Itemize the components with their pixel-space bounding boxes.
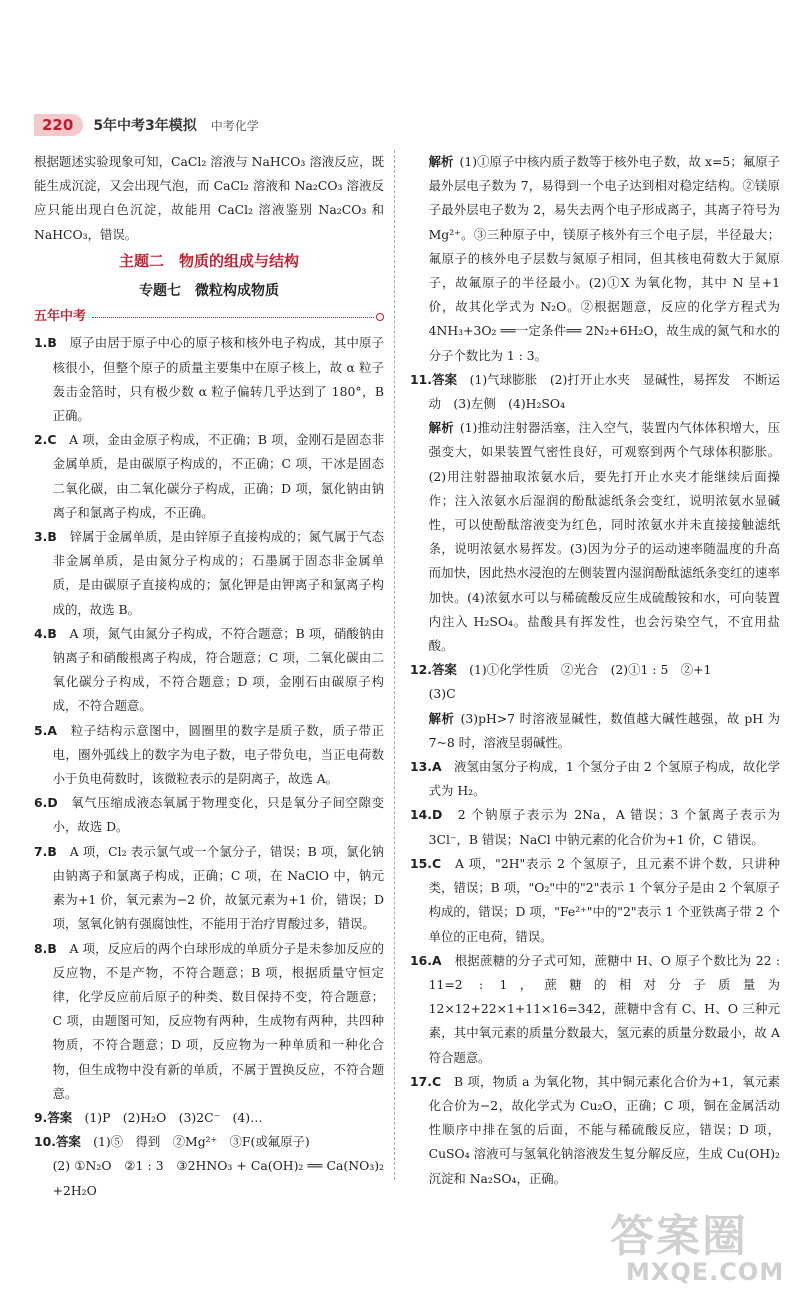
- answer-item-continuation: (3)C: [428, 686, 456, 702]
- answer-item: 8.B A 项，反应后的两个白球形成的单质分子是未参加反应的反应物，不是产物，不符合题意；B 项，根据质量守恒定律，化学反应前后原子的种类、数目保持不变，符合题意；C 项，由题图可知，反应物有两种，生成物有两种，共四种物质，不符合题意；D 项，反应物为一种单质和一种化合物，但生成物中没有新的单质，不属于置换反应，不符合题意。: [34, 940, 385, 1101]
- answer-item: 12.答案 (1)①化学性质 ②光合 (2)①1 : 5 ②+1: [410, 662, 712, 678]
- section-rule-end-dot: [376, 313, 384, 321]
- answer-item: 17.C B 项，物质 a 为氧化物，其中铜元素化合价为+1，氧元素化合价为−2，故化学式为 Cu₂O，正确；C 项，铜在金属活动性顺序中排在氢的后面，不能与稀硫酸反应，错误；D 项，CuSO₄ 溶液可与氢氧化钠溶液发生复分解反应，生成 Cu(OH)₂ 沉淀和 Na₂SO₄，正确。: [410, 1073, 781, 1186]
- left-column: [34, 150, 384, 1203]
- section-rule: [92, 317, 374, 318]
- watermark-text: 答案圈: [610, 1211, 748, 1262]
- answer-item: 1.B 原子由居于原子中心的原子核和核外电子构成，其中原子核很小，但整个原子的质量主要集中在原子核上，故 α 粒子轰击金箔时，只有极少数 α 粒子偏转几乎达到了 180°，B 正确。: [34, 335, 385, 424]
- answer-item: 4.B A 项，氮气由氮分子构成，不符合题意；B 项，硝酸钠由钠离子和硝酸根离子构成，符合题意；C 项，二氧化碳由二氧化碳分子构成，不符合题意；D 项，金刚石由碳原子构成，不符合题意。: [34, 625, 384, 714]
- answer-item: 15.C A 项，"2H"表示 2 个氢原子，且元素不讲个数，只讲种类，错误；B 项，"O₂"中的"2"表示 1 个氧分子是由 2 个氧原子构成的，错误；D 项，"Fe²⁺"中的"2"表示 1 个亚铁离子带 2 个单位的正电荷，错误。: [410, 855, 781, 944]
- section-label: 五年中考: [34, 309, 87, 325]
- page-header: [34, 112, 259, 138]
- answer-item: 11.答案 (1)气球膨胀 (2)打开止水夹 显碱性，易挥发 不断运动 (3)左侧 (4)H₂SO₄: [410, 371, 781, 412]
- answer-item: 14.D 2 个钠原子表示为 2Na，A 错误；3 个氯离子表示为 3Cl⁻，B 错误；NaCl 中钠元素的化合价为+1 价，C 错误。: [410, 807, 780, 847]
- answer-item: 10.答案 (1)⑤ 得到 ②Mg²⁺ ③F(或氟原子): [34, 1134, 310, 1150]
- answer-item: 3.B 锌属于金属单质，是由锌原子直接构成的；氮气属于气态非金属单质，是由氮分子构成的；石墨属于固态非金属单质，是由碳原子直接构成的；氯化钾是由钾离子和氯离子构成的，故选 B。: [34, 529, 385, 617]
- page-number: 220: [34, 114, 83, 136]
- answer-item: 16.A 根据蔗糖的分子式可知，蔗糖中 H、O 原子个数比为 22 : 11=2 : 1，蔗糖的相对分子质量为 12×12+22×1+11×16=342，蔗糖中含有 C、H、O 三种元素，其中氧元素的质量分数最大，氢元素的质量分数最小，故 A 符合题意。: [410, 952, 780, 1065]
- subject-title: 中考化学: [210, 118, 259, 133]
- analysis-paragraph: 解析 (1)推动注射器活塞，注入空气，装置内气体体积增大，压强变大，如果装置气密性良好，可观察到两个气球体积膨胀。(2)用注射器抽取浓氨水后，要先打开止水夹才能继续后面操作；注入浓氨水后湿润的酚酞滤纸条会变红，说明浓氨水显碱性，可以使酚酞溶液变为红色，同时浓氨水并未直接接触滤纸条，说明浓氨水易挥发。(3)因为分子的运动速率随温度的升高而加快，因此热水浸泡的左侧装置内湿润酚酞滤纸条变红的速率加快。(4)浓氨水可以与稀硫酸反应生成硫酸铵和水，可向装置内注入 H₂SO₄。盐酸具有挥发性，也会污染空气，不宜用盐酸。: [428, 420, 780, 654]
- watermark-url: MXQE.COM: [626, 1258, 785, 1286]
- answer-item: 6.D 氧气压缩成液态氧属于物理变化，只是氧分子间空隙变小，故选 D。: [34, 795, 385, 835]
- column-divider: [394, 150, 395, 1180]
- section-heading: [34, 305, 384, 329]
- watermark-logo: [610, 1200, 790, 1295]
- topic-title: 专题七 微粒构成物质: [139, 283, 279, 300]
- answer-item: 5.A 粒子结构示意图中，圆圈里的数字是质子数，质子带正电，圈外弧线上的数字为电子数，电子带负电，当正电荷数小于负电荷数时，该微粒表示的是阴离子，故选 A。: [34, 722, 385, 787]
- book-series-title: 5年中考3年模拟: [93, 118, 197, 134]
- right-column: [410, 150, 780, 1191]
- analysis-paragraph: 解析 (1)①原子中核内质子数等于核外电子数，故 x=5；氟原子最外层电子数为 7，易得到一个电子达到相对稳定结构。②镁原子最外层电子数为 2，易失去两个电子形成离子，其离子符号为 Mg²⁺。③三种原子中，镁原子核外有三个电子层，半径最大；氟原子的核外电子层数与氮原子相同，但其核电荷数大于氮原子，故氟原子的半径最小。(2)①X 为氧化物，其中 N 呈+1 价，故其化学式为 N₂O。②根据题意，反应的化学方程式为 4NH₃+3O₂ ══一定条件══ 2N₂+6H₂O，故生成的氮气和水的分子个数比为 1 : 3。: [428, 154, 780, 363]
- answer-item: 13.A 液氢由氢分子构成，1 个氢分子由 2 个氢原子构成，故化学式为 H₂。: [410, 759, 780, 799]
- answer-item-continuation: (2) ①N₂O ②1 : 3 ③2HNO₃ + Ca(OH)₂ ══ Ca(NO₃)₂ +2H₂O: [52, 1158, 384, 1198]
- theme-title: 主题二 物质的组成与结构: [118, 251, 299, 270]
- answer-item: 9.答案 (1)P (2)H₂O (3)2C⁻ (4)…: [34, 1109, 263, 1125]
- answer-item: 7.B A 项，Cl₂ 表示氯气或一个氯分子，错误；B 项，氯化钠由钠离子和氯离子构成，正确；C 项，在 NaClO 中，钠元素为+1 价，氧元素为−2 价，故氯元素为+1 价，错误；D 项，氢氧化钠有强腐蚀性，不能用于治疗胃酸过多，错误。: [34, 843, 385, 932]
- intro-paragraph: 根据题述实验现象可知，CaCl₂ 溶液与 NaHCO₃ 溶液反应，既能生成沉淀，又会出现气泡，而 CaCl₂ 溶液和 Na₂CO₃ 溶液反应只能出现白色沉淀，故能用 CaCl₂ 溶液鉴别 Na₂CO₃ 和 NaHCO₃，错误。: [34, 154, 384, 242]
- answer-item: 2.C A 项，金由金原子构成，不正确；B 项，金刚石是固态非金属单质，是由碳原子构成的，不正确；C 项，干冰是固态二氧化碳，由二氧化碳分子构成，正确；D 项，氯化钠由钠离子和氯离子构成，不正确。: [34, 432, 384, 520]
- analysis-paragraph: 解析 (3)pH>7 时溶液显碱性，数值越大碱性越强，故 pH 为 7~8 时，溶液呈弱碱性。: [428, 710, 781, 750]
